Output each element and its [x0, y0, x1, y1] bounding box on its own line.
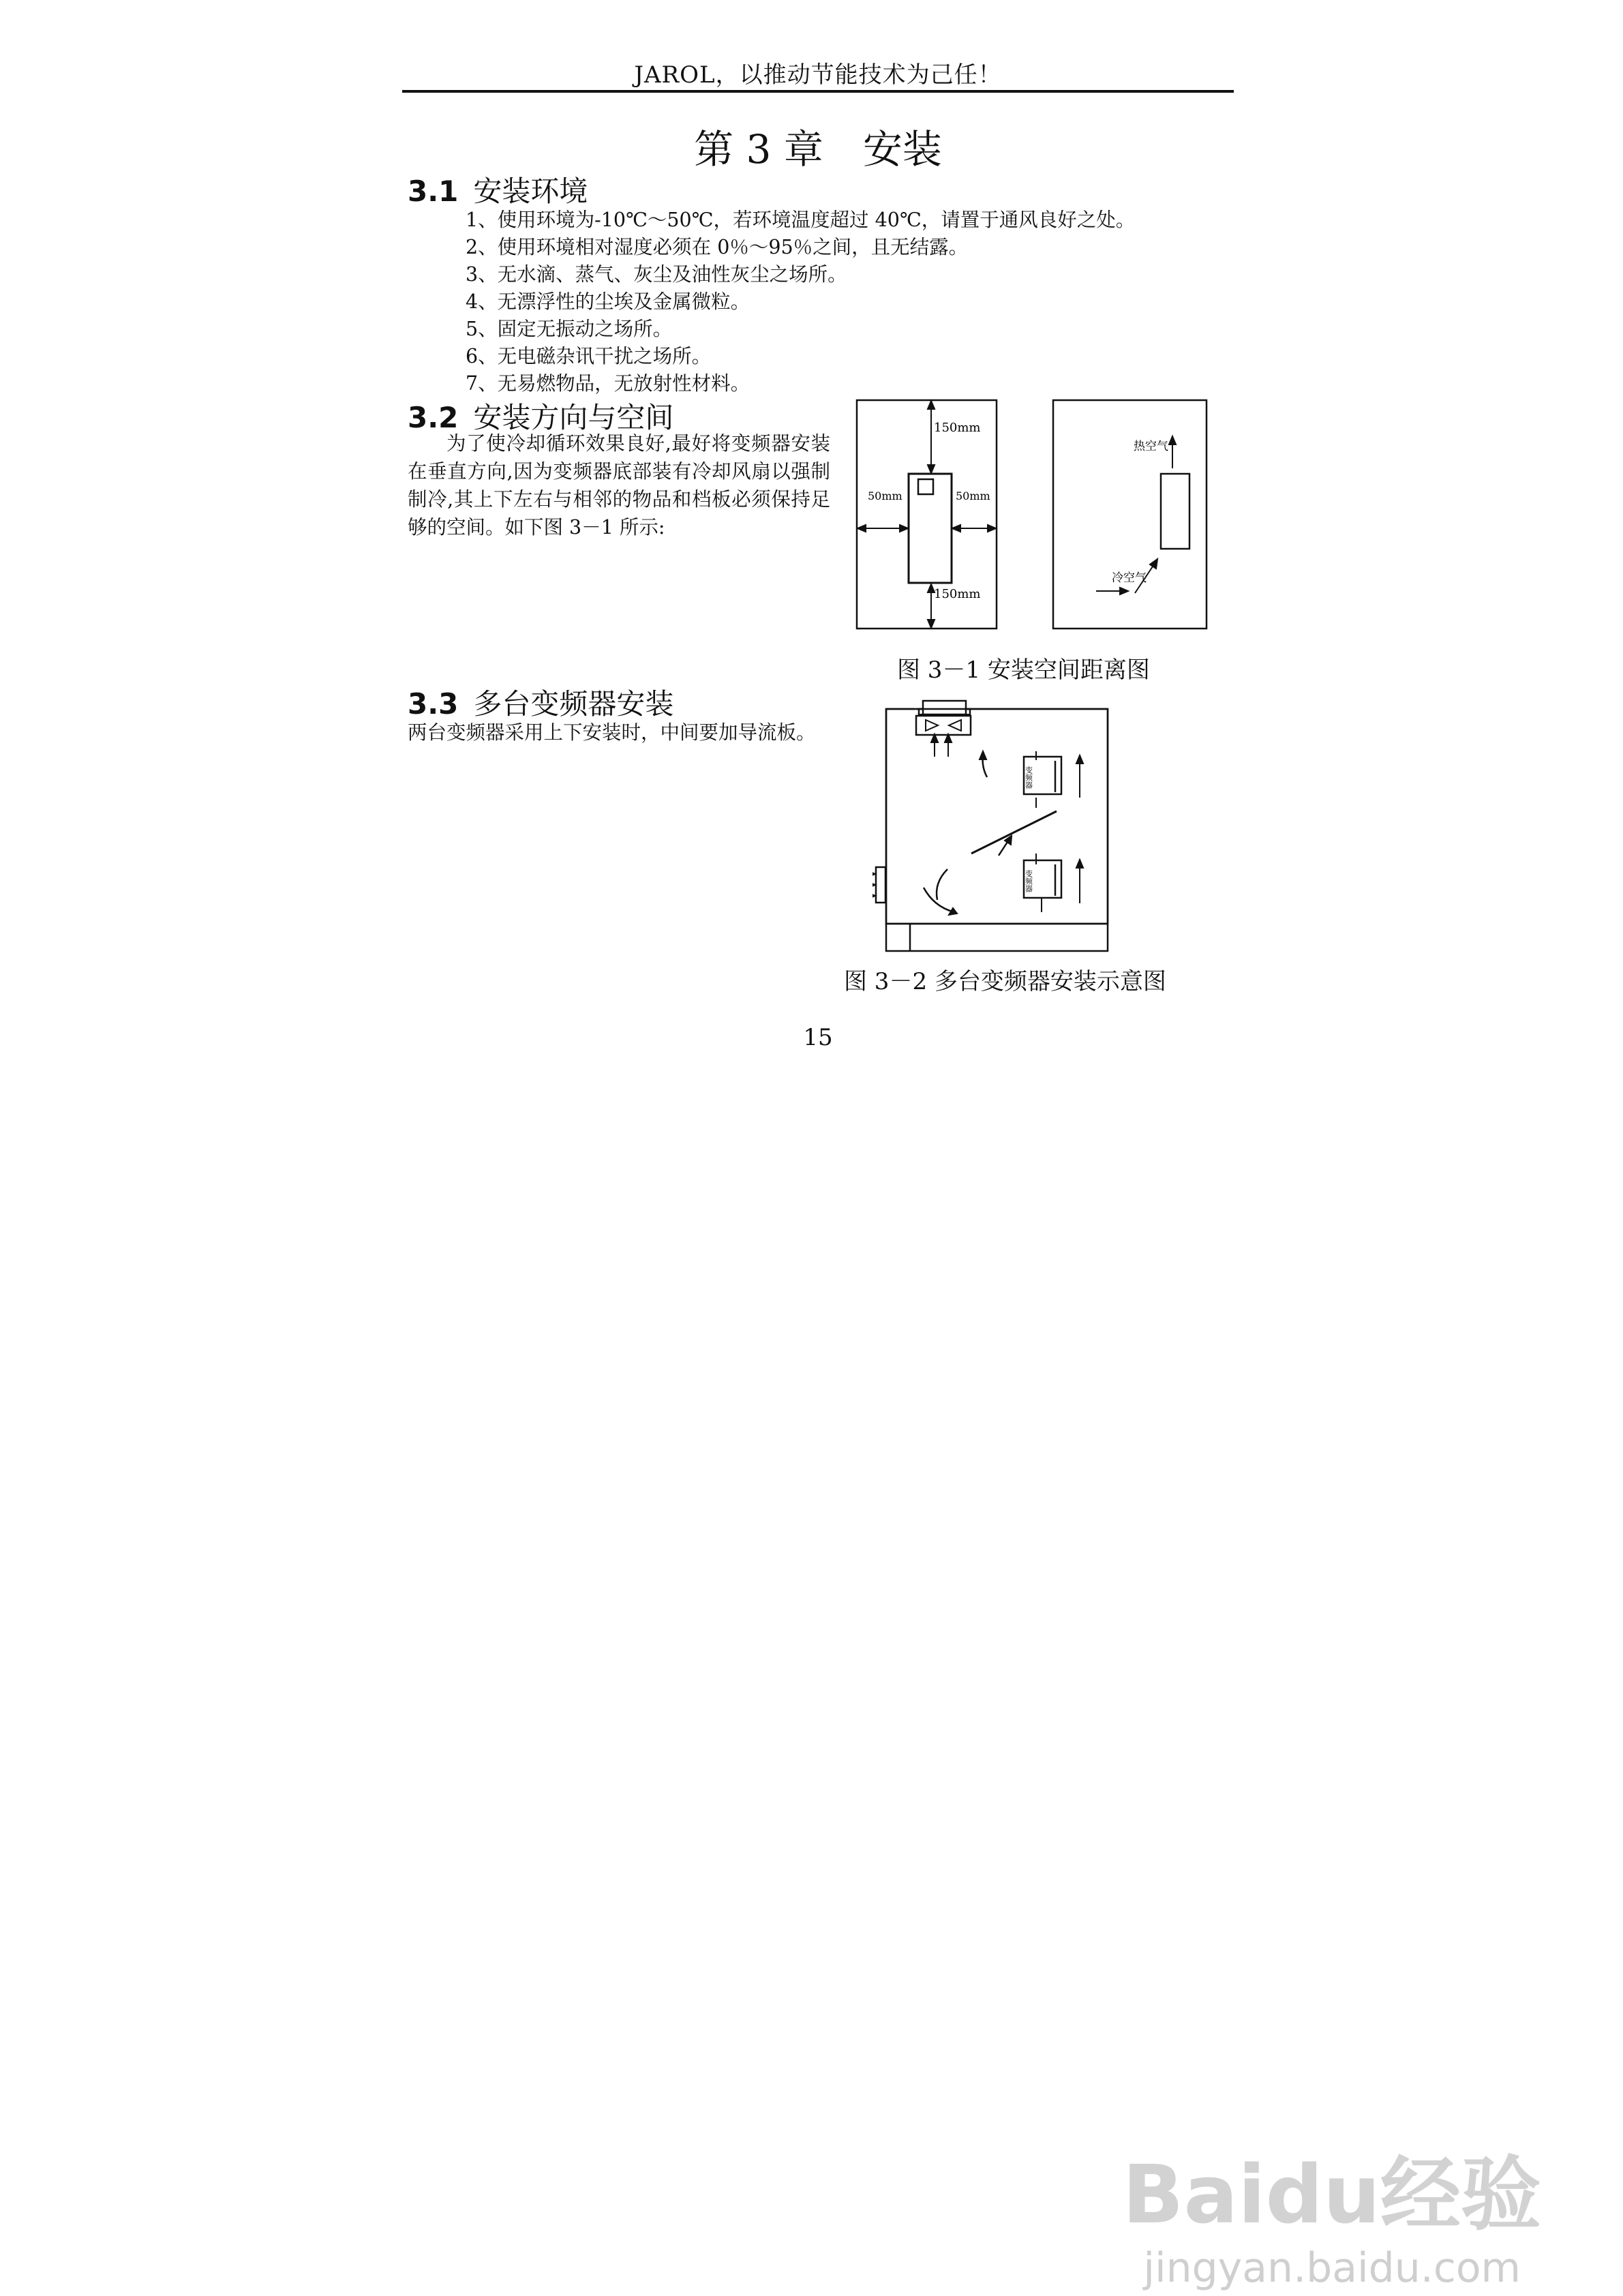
section-paragraph: 两台变频器采用上下安装时，中间要加导流板。 [408, 721, 816, 744]
section-number: 3.2 [408, 401, 459, 434]
section-title: 安装方向与空间 [473, 401, 674, 434]
figure-caption-3-2: 图 3－2 多台变频器安装示意图 [844, 968, 1166, 995]
section-heading-3-3 [408, 682, 673, 723]
cabinet-frame [886, 709, 1108, 951]
arrow-head [1076, 860, 1083, 868]
intake-vent [876, 867, 885, 903]
arrow-head [858, 525, 866, 532]
watermark-url: jingyan.baidu.com [1143, 2244, 1521, 2292]
right-panel [1053, 400, 1207, 629]
arrow-head [1150, 559, 1157, 569]
cabinet-outline [886, 709, 1108, 924]
arrow-head [900, 525, 908, 532]
arrow-head [1120, 588, 1128, 594]
page-number: 15 [803, 1024, 833, 1051]
arrow-head [928, 620, 935, 628]
figure-caption-3-1: 图 3－1 安装空间距离图 [897, 656, 1150, 684]
arrow-head [980, 751, 986, 759]
section-title: 安装环境 [473, 175, 588, 208]
arrow-head [873, 871, 875, 877]
section-number: 3.3 [408, 687, 459, 721]
figure-3-1-clearance [855, 399, 1210, 634]
fan-blades [926, 720, 961, 731]
arrow-head [1076, 755, 1083, 764]
list-item: 7、无易燃物品，无放射性材料。 [466, 372, 750, 395]
list-item: 6、无电磁杂讯干扰之场所。 [466, 345, 712, 367]
exhaust-fan [916, 716, 971, 735]
bottom-clearance-label: 150mm [934, 587, 981, 601]
airflow-curve [924, 888, 954, 912]
arrow-head [928, 401, 935, 409]
header-rule [402, 90, 1234, 93]
list-item: 2、使用环境相对湿度必须在 0％～95％之间，且无结露。 [466, 236, 969, 258]
lower-inverter-label: 变频器 [1024, 870, 1033, 892]
figure-3-2-multi-install [873, 695, 1128, 954]
top-clearance-label: 150mm [934, 421, 981, 435]
arrow-head [928, 465, 935, 473]
chapter-title: 第 3 章 安装 [694, 126, 942, 172]
arrow-head [873, 881, 875, 888]
list-item: 5、固定无振动之场所。 [466, 318, 673, 340]
right-clearance-label: 50mm [956, 489, 990, 502]
inverter-box [909, 474, 952, 583]
keypad-square [918, 479, 933, 494]
arrow-head [873, 892, 875, 899]
airflow-curve [937, 869, 947, 900]
left-clearance-label: 50mm [868, 489, 902, 502]
section-heading-3-1 [408, 169, 588, 210]
exhaust-fan-housing [923, 701, 966, 714]
list-item: 4、无漂浮性的尘埃及金属微粒。 [466, 290, 750, 313]
section-number: 3.1 [408, 175, 459, 208]
arrow-head [1169, 436, 1176, 444]
watermark-logo: Baidu经验 [1122, 2147, 1541, 2241]
watermark [1122, 2147, 1542, 2292]
arrow-head [952, 525, 960, 532]
section-title: 多台变频器安装 [473, 687, 674, 721]
upper-inverter-label: 变频器 [1024, 766, 1033, 789]
inverter-side-view [1161, 474, 1189, 549]
hot-air-label: 热空气 [1134, 440, 1168, 453]
cold-air-label: 冷空气 [1112, 571, 1147, 585]
arrow-head [988, 525, 996, 532]
baffle-plate [971, 811, 1057, 854]
list-item: 1、使用环境为-10℃～50℃，若环境温度超过 40℃，请置于通风良好之处。 [466, 209, 1136, 231]
list-item: 3、无水滴、蒸气、灰尘及油性灰尘之场所。 [466, 263, 847, 286]
page-header: JAROL，以推动节能技术为己任！ [634, 61, 1002, 89]
section-paragraph: 为了使冷却循环效果良好,最好将变频器安装在垂直方向,因为变频器底部装有冷却风扇以强制制冷,其上下左右与相邻的物品和档板必须保持足够的空间。如下图 3－1 所示: [408, 432, 830, 539]
